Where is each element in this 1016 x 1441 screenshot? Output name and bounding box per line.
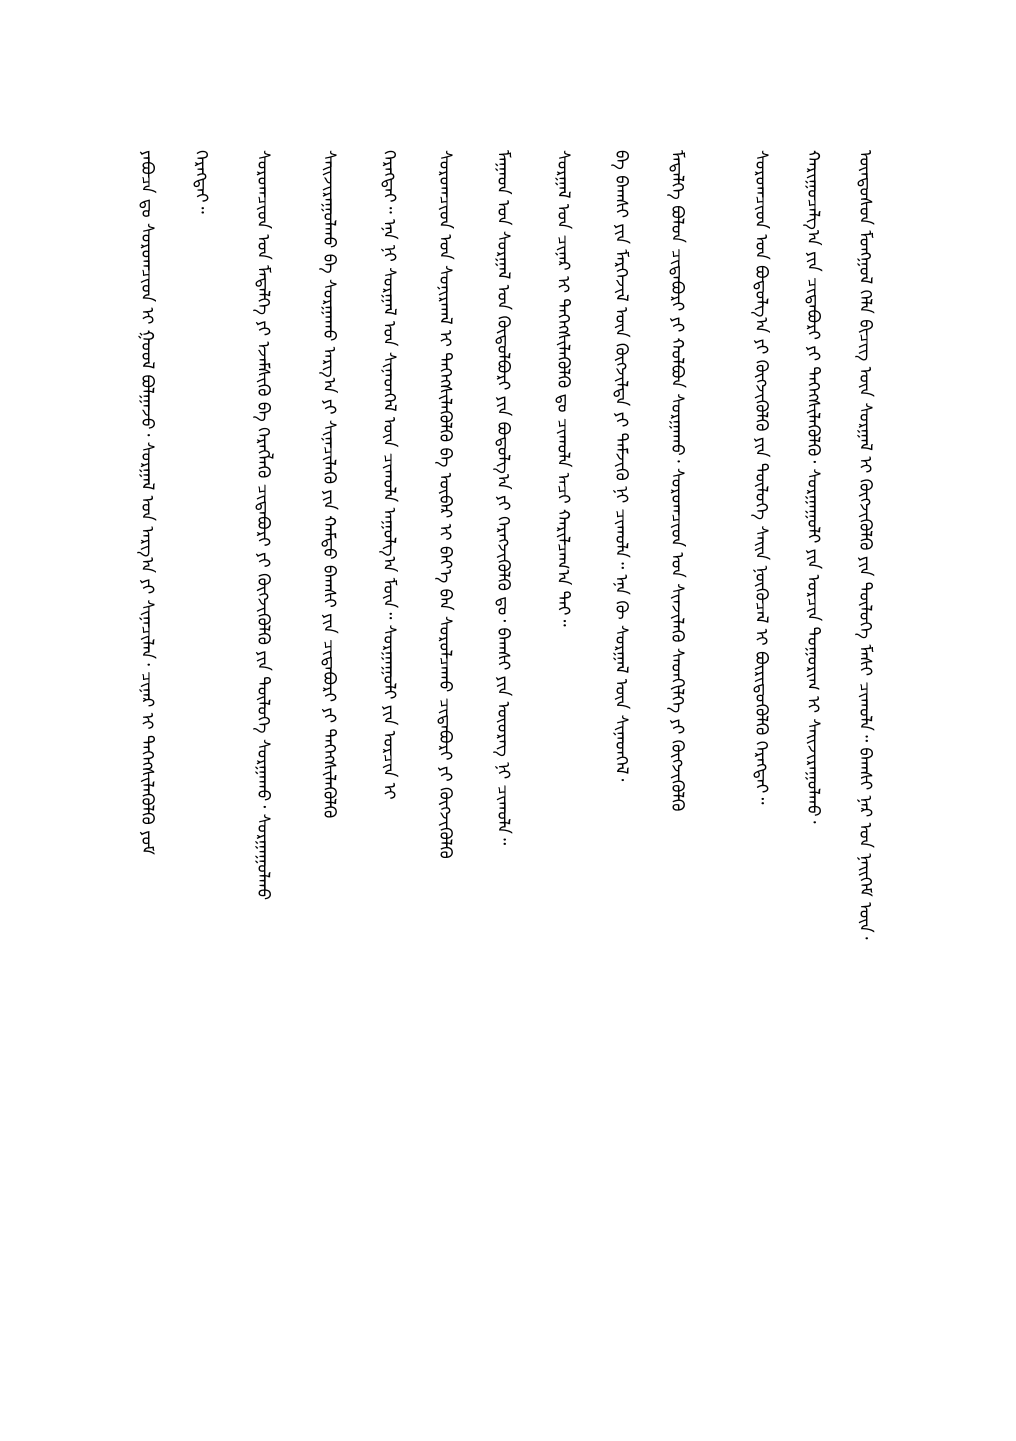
text-line: ᠰᠤᠷᠤᠭᠴᠢᠳ ᠤᠨ ᠰᠣᠨᠢᠷᠬᠠᠯ ᠢ ᠳᠡᠭᠡᠭᠰᠢᠯᠡᠭᠦᠯᠬᠦ ᠪᠠ ᠥᠪᠡᠷ ᠢ ᠪᠡᠶ᠎ᠡ ᠪᠡᠨ ᠰᠤᠷᠤᠯᠴᠠᠬᠤ ᠴᠢᠳᠠᠪᠤᠷᠢ ᠶᠢ ᠬᠥᠭᠵᠢᠭᠦᠯᠬᠦ xyxy=(435,150,455,859)
text-line: ᠮᠠᠭᠠᠳ ᠤᠨ ᠰᠤᠷᠭᠠᠯ ᠤᠨ ᠬᠥᠲᠥᠯᠪᠦᠷᠢ ᠶᠢᠨ ᠪᠣᠳᠣᠯᠭ᠎ᠠ ᠶᠢ ᠬᠡᠷᠡᠭᠵᠢᠭᠦᠯᠬᠦ ᠳᠤ᠂ ᠪᠠᠭᠰᠢ ᠶᠢᠨ ᠦᠦᠷᠡᠭ ᠨᠢ ᠴᠢᠬᠤᠯᠠ᠃ xyxy=(493,150,513,846)
text-line: ᠮᠡᠳᠡᠯᠭᠡ ᠪᠣᠯᠤᠨ ᠴᠢᠳᠠᠪᠤᠷᠢ ᠶᠢ ᠬᠣᠯᠪᠣᠨ ᠰᠤᠷᠭᠠᠬᠤ᠂ ᠰᠤᠷᠤᠭᠴᠢᠳ ᠤᠨ ᠰᠢᠨᠵᠢᠯᠡᠬᠦ ᠰᠡᠳᠬᠢᠯᠭᠡ ᠶᠢ ᠬᠥᠭᠵᠢᠭᠦᠯᠬᠦ xyxy=(667,150,687,812)
text-line: ᠦᠨᠳᠦᠰᠦᠨ ᠮᠣᠩᠭᠣᠯ ᠬᠡᠯᠡ ᠪᠢᠴᠢᠭ ᠦᠨ ᠰᠤᠷᠭᠠᠯ ᠢ ᠬᠥᠭᠵᠢᠭᠦᠯᠬᠦ ᠶᠢᠨ ᠲᠥᠯᠥᠭᠡ ᠮᠠᠰᠢ ᠴᠢᠬᠤᠯᠠ᠃ ᠪᠠᠭᠰᠢ ᠨᠠᠷ ᠤᠨ ᠨᠡᠢᠭᠡᠮ ᠦᠨ᠂ xyxy=(855,150,875,940)
text-line: ᠰᠠᠢᠵᠢᠷᠠᠭᠤᠯᠬᠤ ᠪᠠ ᠰᠤᠷᠭᠠᠬᠤ ᠠᠷᠭ᠎ᠠ ᠶᠢ ᠰᠢᠨᠡᠴᠢᠯᠡᠬᠦ ᠶᠢᠨ ᠬᠠᠮᠲᠤ ᠪᠠᠭᠰᠢ ᠶᠢᠨ ᠴᠢᠳᠠᠪᠤᠷᠢ ᠶᠢ ᠳᠡᠭᠡᠭᠰᠢᠯᠡᠭᠦᠯᠬᠦ xyxy=(319,150,339,819)
text-line: ᠬᠡᠷᠡᠭᠲᠡᠢ᠃ xyxy=(191,150,211,214)
text-line: ᠶᠠᠪᠤᠴᠠ ᠳᠤ ᠰᠤᠷᠤᠭᠴᠢᠳ ᠢ ᠭᠣᠣᠯ ᠪᠣᠯᠭᠠᠵᠤ᠂ ᠰᠤᠷᠭᠠᠯ ᠤᠨ ᠠᠷᠭ᠎ᠠ ᠶᠢ ᠰᠢᠨᠡᠴᠢᠯᠡᠨ᠂ ᠴᠢᠨᠠᠷ ᠢ ᠳᠡᠭᠡᠭᠰᠢᠯᠡᠭᠦᠯᠬᠦ ᠶᠤᠮ xyxy=(137,150,157,855)
text-line: ᠬᠠᠷᠢᠭᠤᠴᠠᠯᠭ᠎ᠠ ᠶᠢᠨ ᠴᠢᠳᠠᠪᠤᠷᠢ ᠶᠢ ᠳᠡᠭᠡᠭᠰᠢᠯᠡᠭᠦᠯᠬᠦ᠂ ᠰᠤᠷᠭᠠᠭᠤᠯᠢ ᠶᠢᠨ ᠤᠷᠴᠢᠨ ᠲᠣᠭᠣᠷᠢᠭ ᠢ ᠰᠠᠢᠵᠢᠷᠠᠭᠤᠯᠬᠤ᠂ xyxy=(803,150,823,824)
text-line: ᠰᠤᠷᠤᠭᠴᠢᠳ ᠤᠨ ᠮᠡᠳᠡᠯᠭᠡ ᠶᠢ ᠡᠵᠡᠮᠰᠢᠬᠦ ᠪᠠ ᠬᠡᠷᠡᠭᠯᠡᠬᠦ ᠴᠢᠳᠠᠪᠤᠷᠢ ᠶᠢ ᠬᠥᠭᠵᠢᠭᠦᠯᠬᠦ ᠶᠢᠨ ᠲᠥᠯᠥᠭᠡ ᠰᠤᠷᠭᠠᠬᠤ᠂ ᠰᠤᠷᠭᠠᠭᠤᠯᠬᠤ xyxy=(253,150,273,901)
text-line: ᠰᠤᠷᠤᠭᠴᠢᠳ ᠤᠨ ᠪᠣᠳᠣᠯᠭ᠎ᠠ ᠶᠢ ᠬᠥᠭᠵᠢᠭᠦᠯᠬᠦ ᠶᠢᠨ ᠲᠥᠯᠥᠭᠡ ᠰᠠᠢᠨ ᠨᠥᠬᠦᠴᠡᠯ ᠢ ᠪᠦᠷᠢᠳᠦᠭᠦᠯᠬᠦ ᠬᠡᠷᠡᠭᠲᠡᠢ᠃ xyxy=(751,150,771,805)
text-line: ᠪᠠ ᠪᠠᠭᠰᠢ ᠶᠢᠨ ᠮᠡᠷᠭᠡᠵᠢᠯ ᠦᠨ ᠬᠥᠭᠵᠢᠯᠲᠡ ᠶᠢ ᠳᠡᠮᠵᠢᠬᠦ ᠨᠢ ᠴᠢᠬᠤᠯᠠ᠃ ᠡᠨᠡ ᠬᠦ ᠰᠤᠷᠭᠠᠯ ᠦᠨ ᠰᠢᠨᠡᠳᠬᠡᠯ᠂ xyxy=(611,150,631,782)
text-line: ᠰᠤᠷᠭᠠᠯ ᠤᠨ ᠴᠢᠨᠠᠷ ᠢ ᠳᠡᠭᠡᠭᠰᠢᠯᠡᠭᠦᠯᠬᠦ ᠳᠤ ᠴᠢᠬᠤᠯᠠ ᠠᠴᠢ ᠬᠠᠷᠢᠯᠴᠠᠭ᠎ᠠ ᠲᠠᠢ᠃ xyxy=(553,150,573,627)
text-line: ᠬᠡᠷᠡᠭᠲᠡᠢ᠃ ᠡᠨᠡ ᠨᠢ ᠰᠤᠷᠭᠠᠯ ᠤᠨ ᠰᠢᠨᠡᠳᠬᠡᠯ ᠦᠨ ᠴᠢᠬᠤᠯᠠ ᠠᠭᠤᠯᠭ᠎ᠠ ᠮᠥᠨ᠃ ᠰᠤᠷᠭᠠᠭᠤᠯᠢ ᠶᠢᠨ ᠣᠷᠴᠢᠨ ᠢ xyxy=(379,150,399,800)
